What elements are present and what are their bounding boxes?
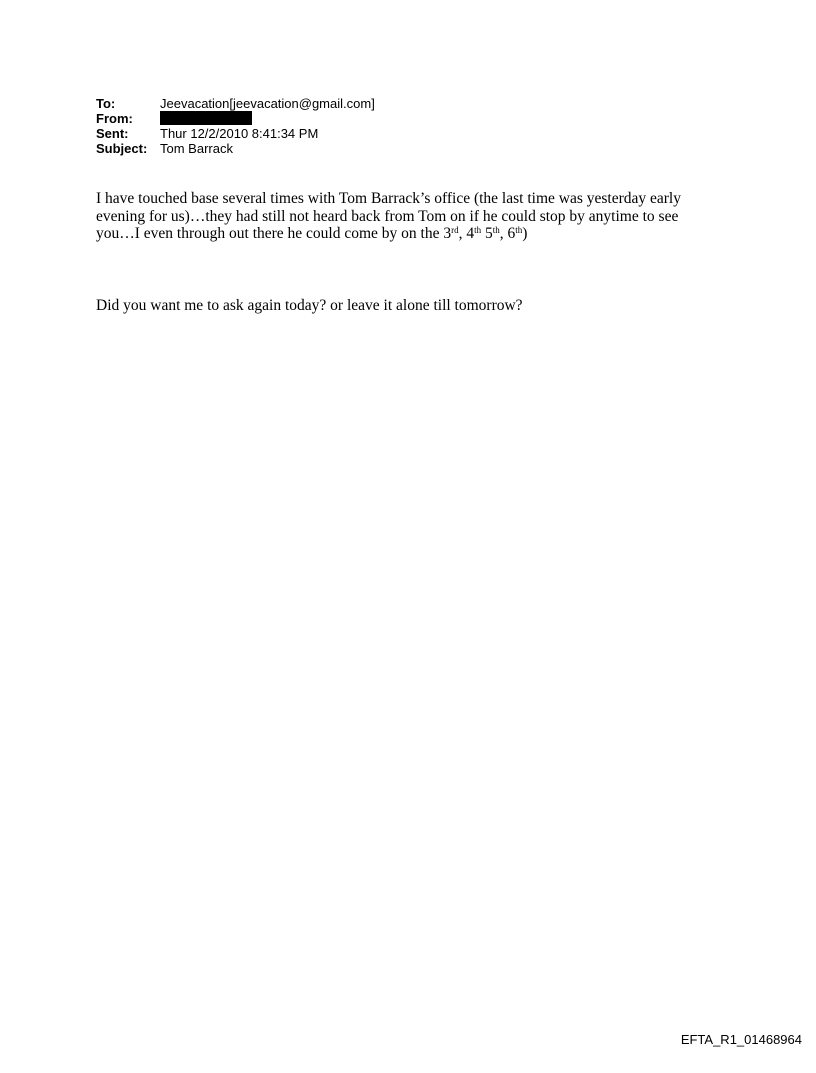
redaction-box: [160, 111, 252, 125]
paragraph-1-text: I have touched base several times with Tom Barrack’s office (the last time was yesterday early evening for us)…they had still not heard back from Tom on if he could stop by anytime to see you…I even through out there he could come by on the 3: [96, 190, 681, 242]
email-header: [96, 96, 375, 156]
paragraph-1-sep-1: , 4: [458, 225, 475, 242]
subject-row: [96, 141, 375, 156]
subject-label: Subject:: [96, 141, 148, 156]
to-value: Jeevacation[jeevacation@gmail.com]: [160, 96, 375, 111]
document-id: EFTA_R1_01468964: [680, 1032, 802, 1047]
sent-row: [96, 126, 375, 141]
sent-value: Thur 12/2/2010 8:41:34 PM: [160, 126, 319, 141]
ordinal-suffix-th-1: th: [474, 225, 482, 235]
ordinal-suffix-rd: rd: [451, 225, 459, 235]
ordinal-suffix-th-3: th: [515, 225, 523, 235]
from-row: [96, 111, 375, 126]
to-row: [96, 96, 375, 111]
from-value: [160, 111, 252, 126]
paragraph-1-sep-3: , 6: [499, 225, 516, 242]
to-label: To:: [96, 96, 116, 111]
subject-value: Tom Barrack: [160, 141, 233, 156]
ordinal-suffix-th-2: th: [492, 225, 500, 235]
sent-label: Sent:: [96, 126, 129, 141]
message-paragraph-2: Did you want me to ask again today? or leave it alone till tomorrow?: [96, 297, 523, 314]
message-paragraph-1: [96, 190, 716, 243]
paragraph-1-end: ): [522, 225, 528, 242]
from-label: From:: [96, 111, 133, 126]
paragraph-1-sep-2: 5: [481, 225, 493, 242]
